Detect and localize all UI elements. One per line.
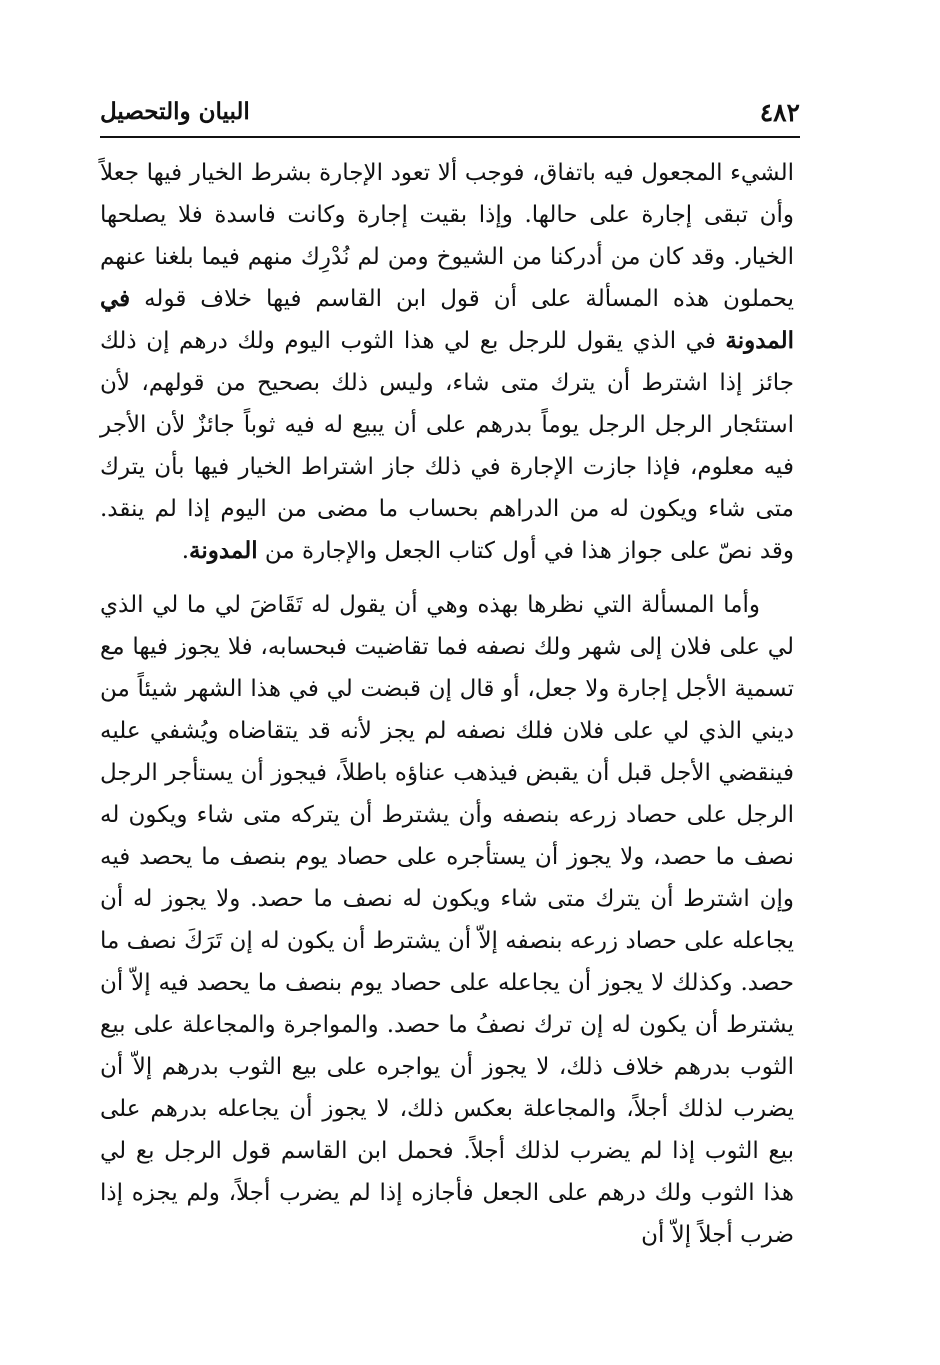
paragraph-1-part-3: .	[181, 538, 189, 564]
paragraph-1	[100, 152, 794, 572]
running-title: البيان والتحصيل	[100, 98, 250, 125]
book-title-mudawwana: في المدونة	[100, 285, 794, 354]
paragraph-1-part-1: الشيء المجعول فيه باتفاق، فوجب ألا تعود الإجارة بشرط الخيار فيها جعلاً وأن تبقى إجارة على حالها. وإذا بقيت إجارة وكانت فاسدة فلا يصلحها الخيار. وقد كان من أدركنا من الشيوخ ومن لم نُدْرِك منهم فيما بلغنا عنهم يحملون هذه المسألة على أن قول ابن القاسم فيها خلاف قوله	[100, 160, 794, 312]
header-rule	[100, 136, 800, 138]
paragraph-2: وأما المسألة التي نظرها بهذه وهي أن يقول له تَقَاضَ لي ما لي الذي لي على فلان إلى شهر ولك نصفه فما تقاضيت فبحسابه، فلا يجوز فيها مع تسمية الأجل إجارة ولا جعل، أو قال إن قبضت لي في هذا الشهر شيئاً من ديني الذي لي على فلان فلك نصفه لم يجز لأنه قد يتقاضاه ويُشفي عليه فينقضي الأجل قبل أن يقبض فيذهب عناؤه باطلاً، فيجوز أن يستأجر الرجل الرجل على حصاد زرعه بنصفه وأن يشترط أن يتركه متى شاء ويكون له نصف ما حصد، ولا يجوز أن يستأجره على حصاد يوم بنصف ما يحصد فيه وإن اشترط أن يترك متى شاء ويكون له نصف ما حصد. ولا يجوز له أن يجاعله على حصاد زرعه بنصفه إلاّ أن يشترط أن يكون له إن تَرَكَ نصف ما حصد. وكذلك لا يجوز أن يجاعله على حصاد يوم بنصف ما يحصد فيه إلاّ أن يشترط أن يكون له إن ترك نصفُ ما حصد. والمواجرة والمجاعلة على بيع الثوب بدرهم خلاف ذلك، لا يجوز أن يواجره على بيع الثوب بدرهم إلاّ أن يضرب لذلك أجلاً، والمجاعلة بعكس ذلك، لا يجوز أن يجاعله بدرهم على بيع الثوب إذا لم يضرب لذلك أجلاً. فحمل ابن القاسم قول الرجل بع لي هذا الثوب ولك درهم على الجعل فأجازه إذا لم يضرب أجلاً، ولم يجزه إذا ضرب أجلاً إلاّ أن	[100, 592, 794, 1248]
page-number: ٤٨٢	[759, 98, 800, 127]
body-text	[100, 152, 794, 1256]
book-title-mudawwana-2: المدونة	[189, 537, 258, 564]
page-header	[100, 96, 800, 136]
paragraph-1-part-2: في الذي يقول للرجل بع لي هذا الثوب اليوم ولك درهم إن ذلك جائز إذا اشترط أن يترك متى شاء، وليس ذلك بصحيح من قولهم، لأن استئجار الرجل الرجل يوماً بدرهم على أن يبيع له فيه ثوباً جائزٌ لأن الأجر فيه معلوم، فإذا جازت الإجارة في ذلك جاز اشتراط الخيار فيها بأن يترك متى شاء ويكون له من الدراهم بحساب ما مضى من اليوم إذا لم ينقد. وقد نصّ على جواز هذا في أول كتاب الجعل والإجارة من	[100, 328, 794, 564]
